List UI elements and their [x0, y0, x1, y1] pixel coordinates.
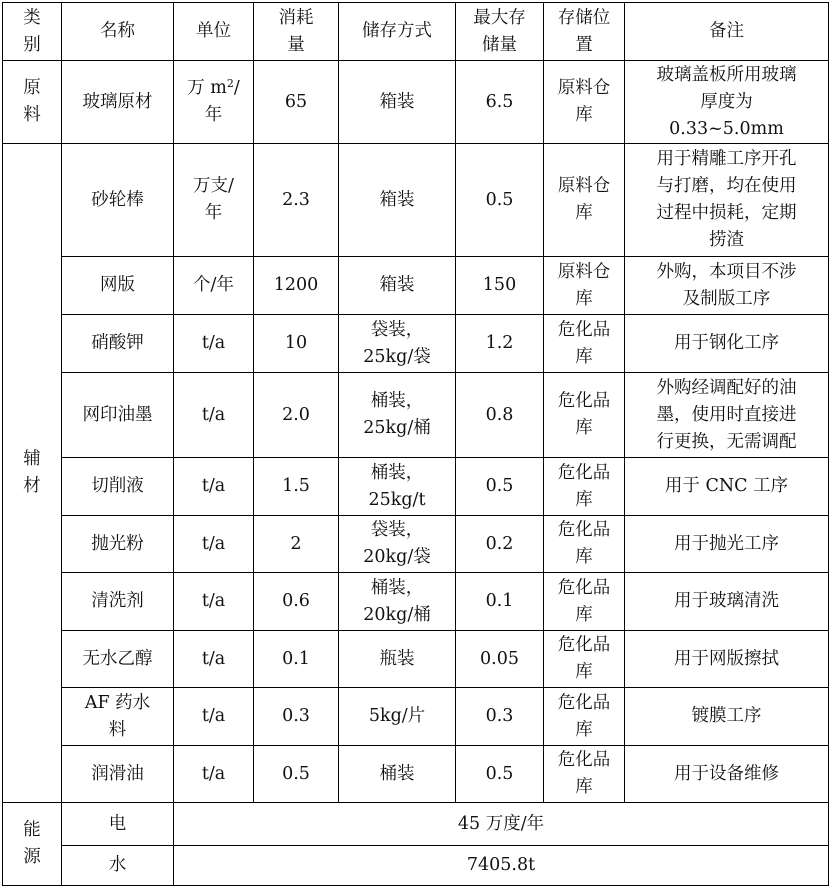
consumption-cell: 0.6 [254, 573, 339, 631]
unit-cell: t/a [174, 373, 254, 458]
location-cell: 危化品 库 [544, 373, 625, 458]
max-storage-cell: 0.8 [456, 373, 544, 458]
max-storage-cell: 6.5 [456, 61, 544, 144]
location-cell: 危化品 库 [544, 516, 625, 573]
materials-table-container [2, 2, 829, 886]
unit-superscript: 2 [226, 77, 234, 90]
location-cell: 原料仓 库 [544, 61, 625, 144]
remarks-cell: 用于玻璃清洗 [625, 573, 829, 631]
category-cell-raw: 原 料 [3, 61, 62, 144]
storage-cell: 箱装 [339, 257, 456, 315]
storage-cell: 袋装， 20kg/袋 [339, 516, 456, 573]
table-row [3, 688, 829, 746]
unit-cell: t/a [174, 458, 254, 516]
name-cell: AF 药水 料 [62, 688, 174, 746]
name-cell: 硝酸钾 [62, 315, 174, 373]
location-cell: 危化品 库 [544, 688, 625, 746]
remarks-cell: 用于网版擦拭 [625, 631, 829, 688]
max-storage-cell: 150 [456, 257, 544, 315]
consumption-cell: 10 [254, 315, 339, 373]
category-cell-aux: 辅 材 [3, 144, 62, 803]
name-cell: 无水乙醇 [62, 631, 174, 688]
location-cell: 危化品 库 [544, 631, 625, 688]
table-row [3, 573, 829, 631]
table-row [3, 846, 829, 886]
storage-cell: 瓶装 [339, 631, 456, 688]
location-cell: 危化品 库 [544, 458, 625, 516]
location-cell: 原料仓 库 [544, 257, 625, 315]
materials-table [2, 2, 829, 886]
max-storage-cell: 0.5 [456, 144, 544, 257]
name-cell: 润滑油 [62, 746, 174, 803]
header-row [3, 3, 829, 61]
header-remarks: 备注 [625, 3, 829, 61]
max-storage-cell: 0.5 [456, 458, 544, 516]
unit-cell: t/a [174, 315, 254, 373]
location-cell: 危化品 库 [544, 746, 625, 803]
name-cell: 抛光粉 [62, 516, 174, 573]
table-row [3, 803, 829, 846]
remarks-cell: 玻璃盖板所用玻璃 厚度为 0.33~5.0mm [625, 61, 829, 144]
table-row [3, 746, 829, 803]
unit-cell: 个/年 [174, 257, 254, 315]
location-cell: 原料仓 库 [544, 144, 625, 257]
storage-cell: 桶装 [339, 746, 456, 803]
table-row [3, 315, 829, 373]
unit-cell [174, 61, 254, 144]
max-storage-cell: 0.05 [456, 631, 544, 688]
remarks-cell: 镀膜工序 [625, 688, 829, 746]
unit-cell: t/a [174, 573, 254, 631]
max-storage-cell: 1.2 [456, 315, 544, 373]
location-cell: 危化品 库 [544, 315, 625, 373]
table-row [3, 458, 829, 516]
name-cell: 玻璃原材 [62, 61, 174, 144]
header-unit: 单位 [174, 3, 254, 61]
consumption-cell: 1200 [254, 257, 339, 315]
name-cell: 电 [62, 803, 174, 846]
table-row [3, 61, 829, 144]
name-cell: 清洗剂 [62, 573, 174, 631]
consumption-cell: 0.1 [254, 631, 339, 688]
max-storage-cell: 0.5 [456, 746, 544, 803]
max-storage-cell: 0.1 [456, 573, 544, 631]
location-cell: 危化品 库 [544, 573, 625, 631]
name-cell: 切削液 [62, 458, 174, 516]
max-storage-cell: 0.3 [456, 688, 544, 746]
consumption-cell: 2.0 [254, 373, 339, 458]
header-category: 类 别 [3, 3, 62, 61]
category-cell-energy: 能 源 [3, 803, 62, 886]
table-row [3, 516, 829, 573]
header-max-storage: 最大存 储量 [456, 3, 544, 61]
remarks-cell: 用于钢化工序 [625, 315, 829, 373]
header-storage-method: 储存方式 [339, 3, 456, 61]
remarks-cell: 外购，本项目不涉 及制版工序 [625, 257, 829, 315]
remarks-cell: 用于抛光工序 [625, 516, 829, 573]
storage-cell: 桶装， 25kg/t [339, 458, 456, 516]
name-cell: 水 [62, 846, 174, 886]
energy-value-cell: 45 万度/年 [174, 803, 829, 846]
consumption-cell: 0.3 [254, 688, 339, 746]
name-cell: 网版 [62, 257, 174, 315]
unit-cell: 万支/ 年 [174, 144, 254, 257]
table-row [3, 631, 829, 688]
energy-value-cell: 7405.8t [174, 846, 829, 886]
name-cell: 网印油墨 [62, 373, 174, 458]
unit-cell: t/a [174, 688, 254, 746]
consumption-cell: 1.5 [254, 458, 339, 516]
storage-cell: 箱装 [339, 144, 456, 257]
storage-cell: 箱装 [339, 61, 456, 144]
storage-cell: 桶装， 25kg/桶 [339, 373, 456, 458]
unit-text: 万 m [187, 78, 227, 98]
unit-text-suffix: / 年 [204, 78, 240, 125]
storage-cell: 5kg/片 [339, 688, 456, 746]
consumption-cell: 2 [254, 516, 339, 573]
table-row [3, 373, 829, 458]
storage-cell: 桶装， 20kg/桶 [339, 573, 456, 631]
remarks-cell: 用于精雕工序开孔 与打磨，均在使用 过程中损耗，定期 捞渣 [625, 144, 829, 257]
unit-cell: t/a [174, 516, 254, 573]
table-row [3, 144, 829, 257]
max-storage-cell: 0.2 [456, 516, 544, 573]
unit-cell: t/a [174, 746, 254, 803]
remarks-cell: 用于设备维修 [625, 746, 829, 803]
header-consumption: 消耗 量 [254, 3, 339, 61]
remarks-cell: 用于 CNC 工序 [625, 458, 829, 516]
header-name: 名称 [62, 3, 174, 61]
header-location: 存储位 置 [544, 3, 625, 61]
unit-cell: t/a [174, 631, 254, 688]
consumption-cell: 65 [254, 61, 339, 144]
table-row [3, 257, 829, 315]
remarks-cell: 外购经调配好的油 墨，使用时直接进 行更换，无需调配 [625, 373, 829, 458]
consumption-cell: 2.3 [254, 144, 339, 257]
consumption-cell: 0.5 [254, 746, 339, 803]
storage-cell: 袋装， 25kg/袋 [339, 315, 456, 373]
name-cell: 砂轮棒 [62, 144, 174, 257]
